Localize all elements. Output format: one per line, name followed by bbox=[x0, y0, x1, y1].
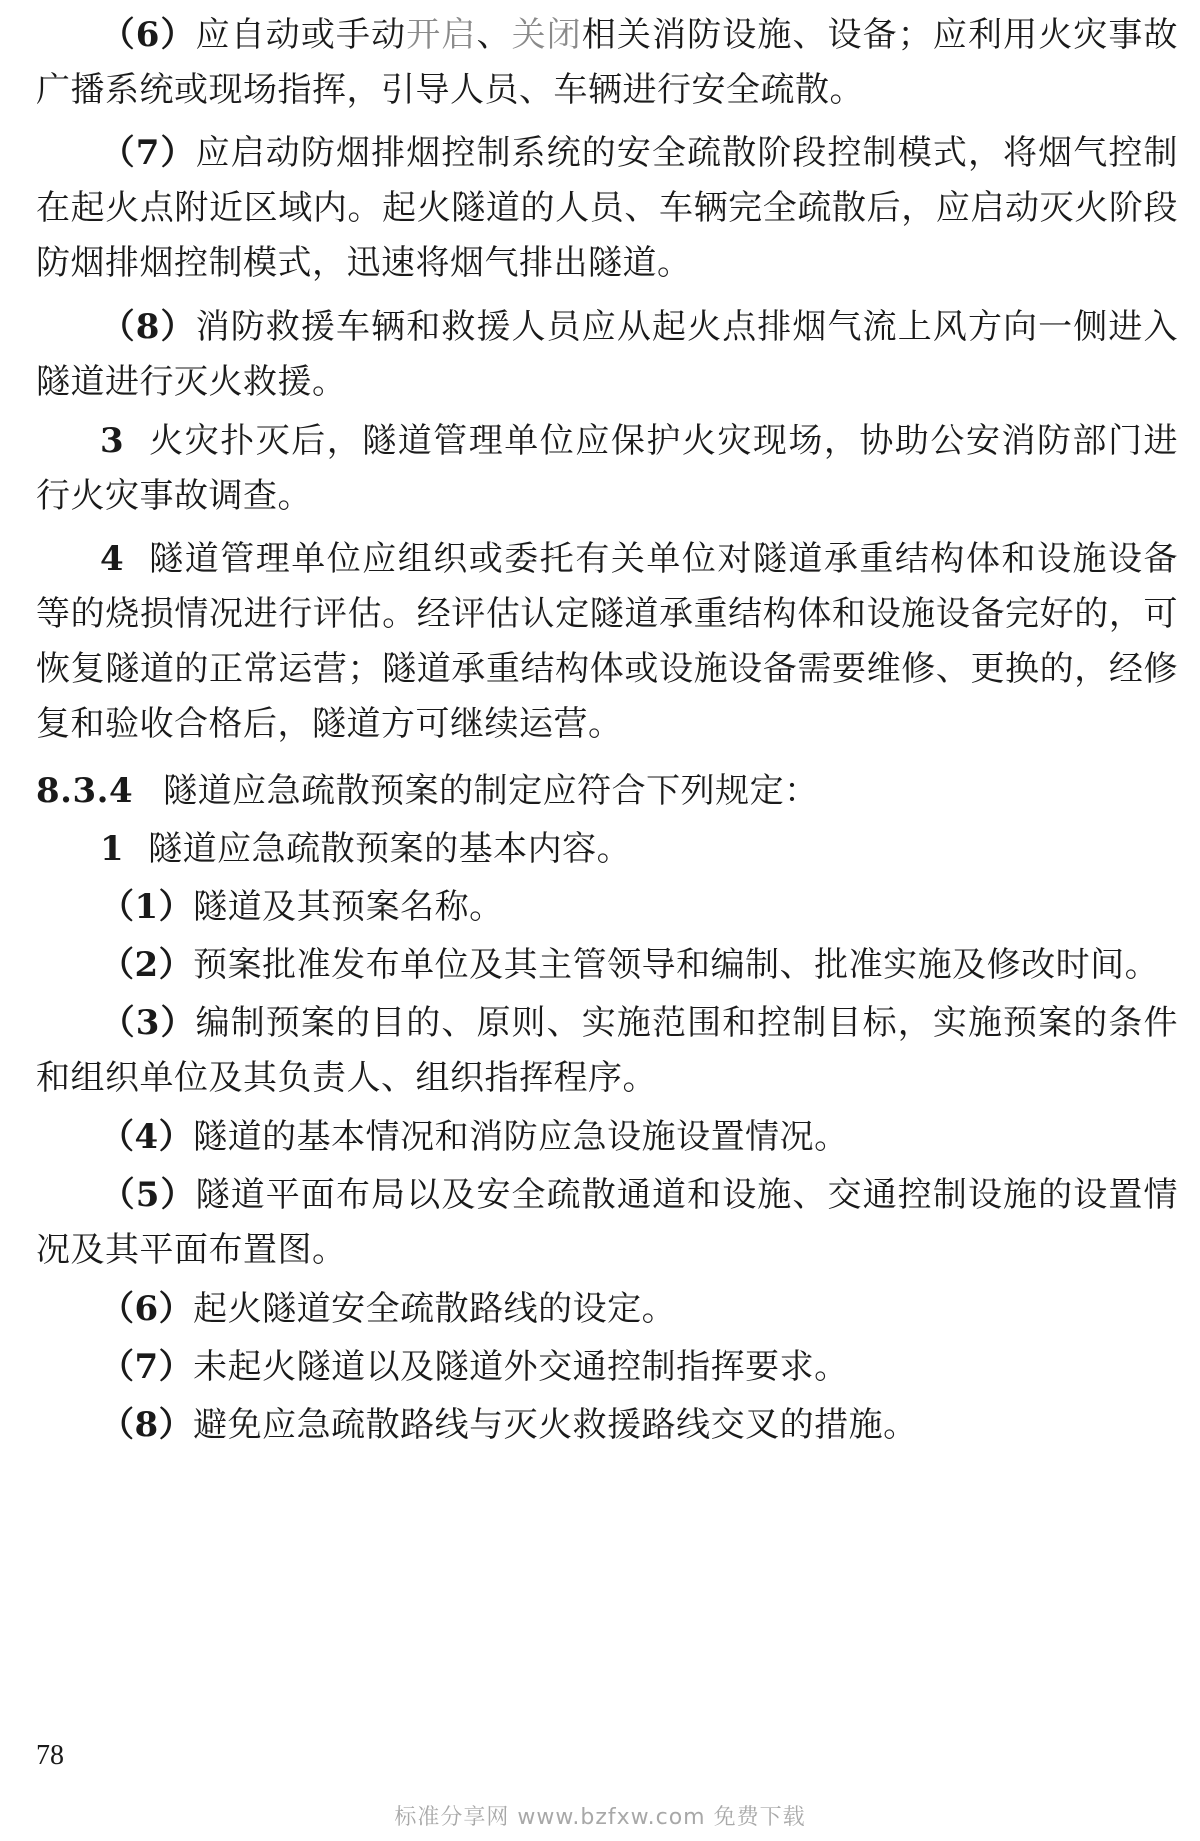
paragraph-item-7-smoke-control: （7）应启动防烟排烟控制系统的安全疏散阶段控制模式，将烟气控制在起火点附近区域内。起火隧道的人员、车辆完全疏散后，应启动灭火阶段防烟排烟控制模式，迅速将烟气排出隧道。 bbox=[36, 133, 1178, 283]
item-number: （1） bbox=[100, 887, 194, 927]
item-number: （2） bbox=[100, 945, 194, 985]
watermark: 标准分享网 www.bzfxw.com 免费下载 bbox=[394, 1805, 806, 1830]
item-number: 4 bbox=[100, 539, 125, 579]
item-number: （6） bbox=[100, 1289, 194, 1329]
list-item-7: （7）未起火隧道以及隧道外交通控制指挥要求。 bbox=[100, 1347, 849, 1387]
item-number: （7） bbox=[100, 133, 196, 173]
item-number: 3 bbox=[100, 421, 125, 461]
paragraph-4-damage-assessment: 4 隧道管理单位应组织或委托有关单位对隧道承重结构体和设施设备等的烧损情况进行评估。经评估认定隧道承重结构体和设施设备完好的，可恢复隧道的正常运营；隧道承重结构体或设施设备需要维修、更换的，经修复和验收合格后，隧道方可继续运营。 bbox=[36, 539, 1178, 744]
list-item-1: （1）隧道及其预案名称。 bbox=[100, 887, 504, 927]
list-item-5: （5）隧道平面布局以及安全疏散通道和设施、交通控制设施的设置情况及其平面布置图。 bbox=[36, 1175, 1178, 1270]
list-item-2: （2）预案批准发布单位及其主管领导和编制、批准实施及修改时间。 bbox=[100, 945, 1160, 985]
paragraph-item-8-rescue-entry: （8）消防救援车辆和救援人员应从起火点排烟气流上风方向一侧进入隧道进行灭火救援。 bbox=[36, 307, 1178, 402]
item-number: （6） bbox=[100, 15, 196, 55]
paragraph-3-fire-investigation: 3 火灾扑灭后，隧道管理单位应保护火灾现场，协助公安消防部门进行火灾事故调查。 bbox=[36, 421, 1178, 516]
item-number: （7） bbox=[100, 1347, 194, 1387]
page-number: 78 bbox=[36, 1740, 64, 1771]
paragraph-1-plan-contents: 1 隧道应急疏散预案的基本内容。 bbox=[100, 829, 632, 869]
item-number: 1 bbox=[100, 829, 125, 869]
list-item-3: （3）编制预案的目的、原则、实施范围和控制目标，实施预案的条件和组织单位及其负责人、组织指挥程序。 bbox=[36, 1003, 1178, 1098]
item-number: （4） bbox=[100, 1117, 194, 1157]
section-number: 8.3.4 bbox=[36, 771, 134, 811]
item-number: （8） bbox=[100, 307, 196, 347]
item-number: （3） bbox=[100, 1003, 196, 1043]
list-item-6: （6）起火隧道安全疏散路线的设定。 bbox=[100, 1289, 677, 1329]
item-number: （5） bbox=[100, 1175, 196, 1215]
list-item-8: （8）避免应急疏散路线与灭火救援路线交叉的措施。 bbox=[100, 1405, 918, 1445]
section-heading-8-3-4: 8.3.4 隧道应急疏散预案的制定应符合下列规定： bbox=[36, 771, 819, 811]
list-item-4: （4）隧道的基本情况和消防应急设施设置情况。 bbox=[100, 1117, 849, 1157]
paragraph-item-6-fire-response: （6）应自动或手动开启、关闭相关消防设施、设备；应利用火灾事故广播系统或现场指挥，引导人员、车辆进行安全疏散。 bbox=[36, 15, 1179, 110]
item-number: （8） bbox=[100, 1405, 194, 1445]
